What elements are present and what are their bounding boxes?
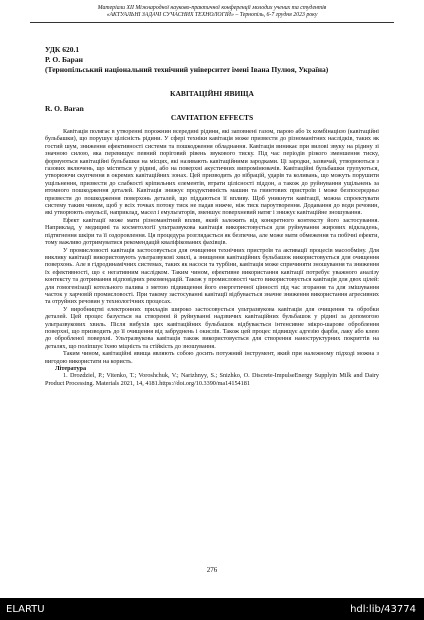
paragraph: Ефект кавітації може мати різноманітний вплив, який залежить від конкретного контексту його застосування. Наприклад, у медицині та косметології ультразвукова кавітація використовується для руйнування жирових відкладень, підтягнення шкіри та її оздоровлення. Ця процедура розглядається як безпечна, але може мати обмеження та побічні ефекти, тому важливо дотримуватися рекомендацій кваліфікованих фахівців. bbox=[45, 216, 379, 247]
title-ua: КАВІТАЦІЙНІ ЯВИЩА bbox=[170, 89, 254, 98]
conference-header-line-2: «АКТУАЛЬНІ ЗАДАЧІ СУЧАСНИХ ТЕХНОЛОГІЙ» – Тернопіль, 6-7 грудня 2023 року bbox=[106, 12, 318, 19]
article-body bbox=[45, 128, 379, 387]
paragraph: Таким чином, кавітаційні явища являють собою досить потужний інструмент, який при належному підході можна з вигодою використати на користь. bbox=[45, 350, 379, 365]
paragraph: У промисловості кавітація застосовується для очищення технічних пристроїв та активації процесів масообміну. Для виклику кавітації використовують ультразвукові хвилі, а знищення кавітаційних бульбашок використовується для очищення поверхонь. Але в гідродинамічних системах, таких як насоси та турбіни, кавітація може спричиняти зношування та зниження їх ефективності, що є негативним наслідком. Таким чином, ефективне використання кавітації потребує уважного аналізу контексту та дотримання відповідних рекомендацій. Також у промисловості часто використовується кавітація для двох цілей: для гомогенізації котельного палива з метою підвищення його енергетичної цінності під час згорання та для змішування часток у харчовій промисловості. При такому застосуванні кавітації відбувається значне зниження використання агресивних та отруйних речовин у технологічних процесах. bbox=[45, 246, 379, 306]
author-en: R. O. Baran bbox=[45, 104, 84, 113]
handle-id: hdl:lib/43774 bbox=[350, 604, 416, 615]
paragraph: Кавітація полягає в утворенні порожнин всередині рідини, які заповнені газом, парою або їх комбінацією (кавітаційні бульбашки), що порушує цілісність рідини. У сфері техніки кавітація може призвести до різноманітних наслідків, таких як гостий шум, зниження ефективності системи та пошкодження обладнання. Кавітація виникає при вилові звуку на рідину зі значною силою, яка перевищує певний поріговий рівень звукового тиску. Під час періодів різкого зменшення тиску, формуються кавітаційні бульбашки на місцях, які називають кавітаційними зародками. Ці зародки, зазвичай, утворюються з газових включень, що містяться у рідині, або на поверхні акустичних випромінювачів. Кавітаційні бульбашки групуються, утворюючи скупчення в окремих кавітаційних зонах. Цей призводить до вібрацій, ударів та коливань, що можуть порушити ущільнення, призвести до слабкості кріпильних елементів, втрати цілісності піддон, а також до руйнування ущільнень за втомного пошкодження деталей. Кавітація знижує продуктивність машин та гвинтових пристроїв і може безпосередньо призвести до пошкодження поверхонь деталей, що піддаються її впливу. Щоб уникнути кавітації, можна спроектувати систему таким чином, щоб у всіх точках потоку тиск не падав нижче, ніж тиск пароутворення. Додавання до води речовин, які утворюють емульсії, наприклад, масел і емульгаторів, зменшує поверхневий натяг і знижує кавітаційне зношування. bbox=[45, 128, 379, 217]
repository-footer-bar bbox=[0, 598, 424, 620]
author-ua: Р. О. Баран bbox=[45, 55, 83, 64]
page-number: 276 bbox=[206, 566, 218, 574]
title-en: CAVITATION EFFECTS bbox=[170, 113, 254, 122]
conference-header-line-1: Матеріали XII Міжнародної науково-практичної конференції молодих учених та студентів bbox=[97, 5, 327, 11]
reference-item: 1. Drozdziel, P.; Vitenko, T.; Voroshchuk, V.; Narizhnyy, S.; Snizhko, O. Discrete-ImpulseEnergy Supplyin Milk and Dairy Product Processing. Materials 2021, 14, 4181.https://doi.org/10.3390/ma14154181 bbox=[45, 372, 379, 387]
affiliation: (Тернопільський національний технічний університет імені Івана Пулюя, Україна) bbox=[45, 65, 329, 74]
udk-code: УДК 620.1 bbox=[45, 45, 80, 54]
references-heading: Література bbox=[55, 365, 87, 372]
paragraph: У виробництві електронних приладів широко застосовується ультразвукова кавітація для очищення та обробки деталей. Цей процес базується на створенні й руйнуванні надзвичих кавітаційних бульбашок у рідині за допомогою ультразвукових хвиль. Після вибухів цих кавітаційних бульбашок відбувається інтенсивне мікро-шарове оброблення поверхні, що призводить до її очищення від забруднень і окислів. Також цей процес підвищує адгезію фарби, лаку або клею до обробленої поверхні. Ультразвукова кавітація також використовується для створення наноструктурних покриттів на деталях, що поліпшує їхню міцність та стійкість до зношування. bbox=[45, 305, 379, 350]
repository-name: ELARTU bbox=[6, 604, 45, 615]
header-divider bbox=[30, 22, 394, 23]
conference-header bbox=[30, 5, 394, 19]
